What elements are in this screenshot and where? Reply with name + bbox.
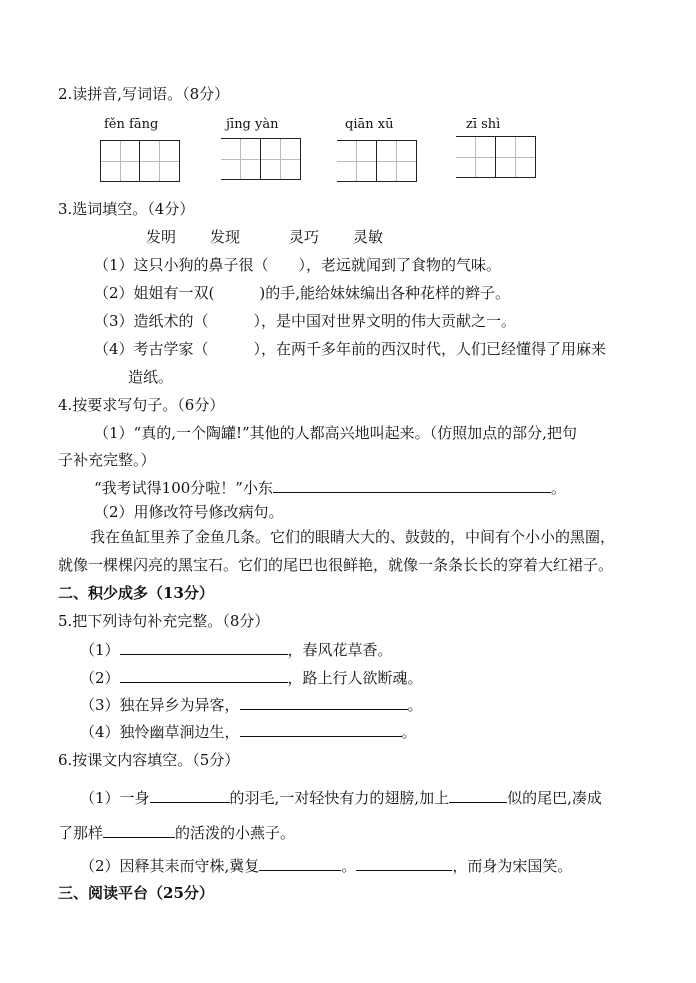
q5-item: （1） ，春风花草香。 bbox=[80, 641, 393, 659]
answer-blank[interactable] bbox=[240, 694, 408, 710]
q4-item2: （2）用修改符号修改病句。 bbox=[94, 503, 284, 521]
q3-item: （4）考古学家（ ），在两千多年前的西汉时代，人们已经懂得了用麻来 bbox=[94, 340, 607, 358]
q4-paragraph: 我在鱼缸里养了金鱼几条。它们的眼睛大大的、鼓鼓的，中间有个小小的黑圈， bbox=[90, 528, 616, 546]
section-title: 二、积少成多（13分） bbox=[58, 584, 214, 602]
q6-title: 6.按课文内容填空。（5分） bbox=[58, 751, 240, 769]
q5-item: （4）独怜幽草涧边生， 。 bbox=[80, 723, 417, 741]
q3-item: （1）这只小狗的鼻子很（ ），老远就闻到了食物的气味。 bbox=[94, 256, 502, 274]
q3-item: （3）造纸术的（ ），是中国对世界文明的伟大贡献之一。 bbox=[94, 312, 517, 330]
word-option: 灵巧 bbox=[289, 228, 320, 246]
q4-item1: （1）“真的,一个陶罐!”其他的人都高兴地叫起来。（仿照加点的部分,把句 bbox=[94, 424, 577, 442]
q3-item-cont: 造纸。 bbox=[128, 368, 174, 386]
writing-box[interactable] bbox=[140, 140, 180, 182]
writing-box[interactable] bbox=[456, 136, 496, 178]
pinyin-4: zī shì bbox=[466, 117, 501, 132]
q3-title: 3.选词填空。（4分） bbox=[58, 200, 195, 218]
q5-item: （2） ，路上行人欲断魂。 bbox=[80, 669, 423, 687]
answer-blank[interactable] bbox=[240, 721, 402, 737]
q4-title: 4.按要求写句子。（6分） bbox=[58, 396, 225, 414]
example-suffix: 。 bbox=[550, 479, 566, 497]
answer-blank[interactable] bbox=[120, 639, 288, 655]
writing-box[interactable] bbox=[377, 140, 417, 182]
pinyin-3: qiān xū bbox=[345, 117, 394, 132]
answer-blank[interactable] bbox=[150, 787, 230, 803]
answer-blank[interactable] bbox=[259, 855, 341, 871]
q3-item: （2）姐姐有一双( )的手,能给妹妹编出各种花样的辫子。 bbox=[94, 284, 511, 302]
answer-blank[interactable] bbox=[103, 822, 175, 838]
word-option: 发明 bbox=[146, 228, 177, 246]
q5-title: 5.把下列诗句补充完整。（8分） bbox=[58, 612, 270, 630]
example-prefix: “我考试得100分啦！”小东 bbox=[94, 479, 273, 497]
q4-item1-cont: 子补充完整。） bbox=[58, 451, 156, 469]
q2-title: 2.读拼音,写词语。（8分） bbox=[58, 85, 230, 103]
answer-blank[interactable] bbox=[356, 855, 452, 871]
q4-example bbox=[94, 477, 566, 498]
q6-line3: （2）因释其耒而守株,冀复 。 ，而身为宋国笑。 bbox=[80, 857, 573, 875]
writing-box[interactable] bbox=[100, 140, 140, 182]
writing-box[interactable] bbox=[261, 138, 301, 180]
answer-blank[interactable] bbox=[120, 667, 288, 683]
q6-line1: （1）一身 的羽毛,一对轻快有力的翅膀,加上 似的尾巴,凑成 bbox=[80, 789, 602, 807]
writing-box[interactable] bbox=[221, 138, 261, 180]
writing-box[interactable] bbox=[496, 136, 536, 178]
answer-blank[interactable] bbox=[273, 477, 551, 493]
q5-item: （3）独在异乡为异客， 。 bbox=[80, 696, 423, 714]
q6-line2: 了那样 的活泼的小燕子。 bbox=[58, 824, 296, 842]
section-title: 三、阅读平台（25分） bbox=[58, 884, 214, 902]
writing-box[interactable] bbox=[337, 140, 377, 182]
q4-paragraph-cont: 就像一棵棵闪亮的黑宝石。它们的尾巴也很鲜艳，就像一条条长长的穿着大红裙子。 bbox=[58, 556, 614, 574]
answer-blank[interactable] bbox=[449, 787, 507, 803]
word-option: 灵敏 bbox=[353, 228, 384, 246]
pinyin-2: jīng yàn bbox=[226, 117, 279, 132]
pinyin-1: fěn fāng bbox=[104, 117, 159, 132]
word-option: 发现 bbox=[210, 228, 241, 246]
